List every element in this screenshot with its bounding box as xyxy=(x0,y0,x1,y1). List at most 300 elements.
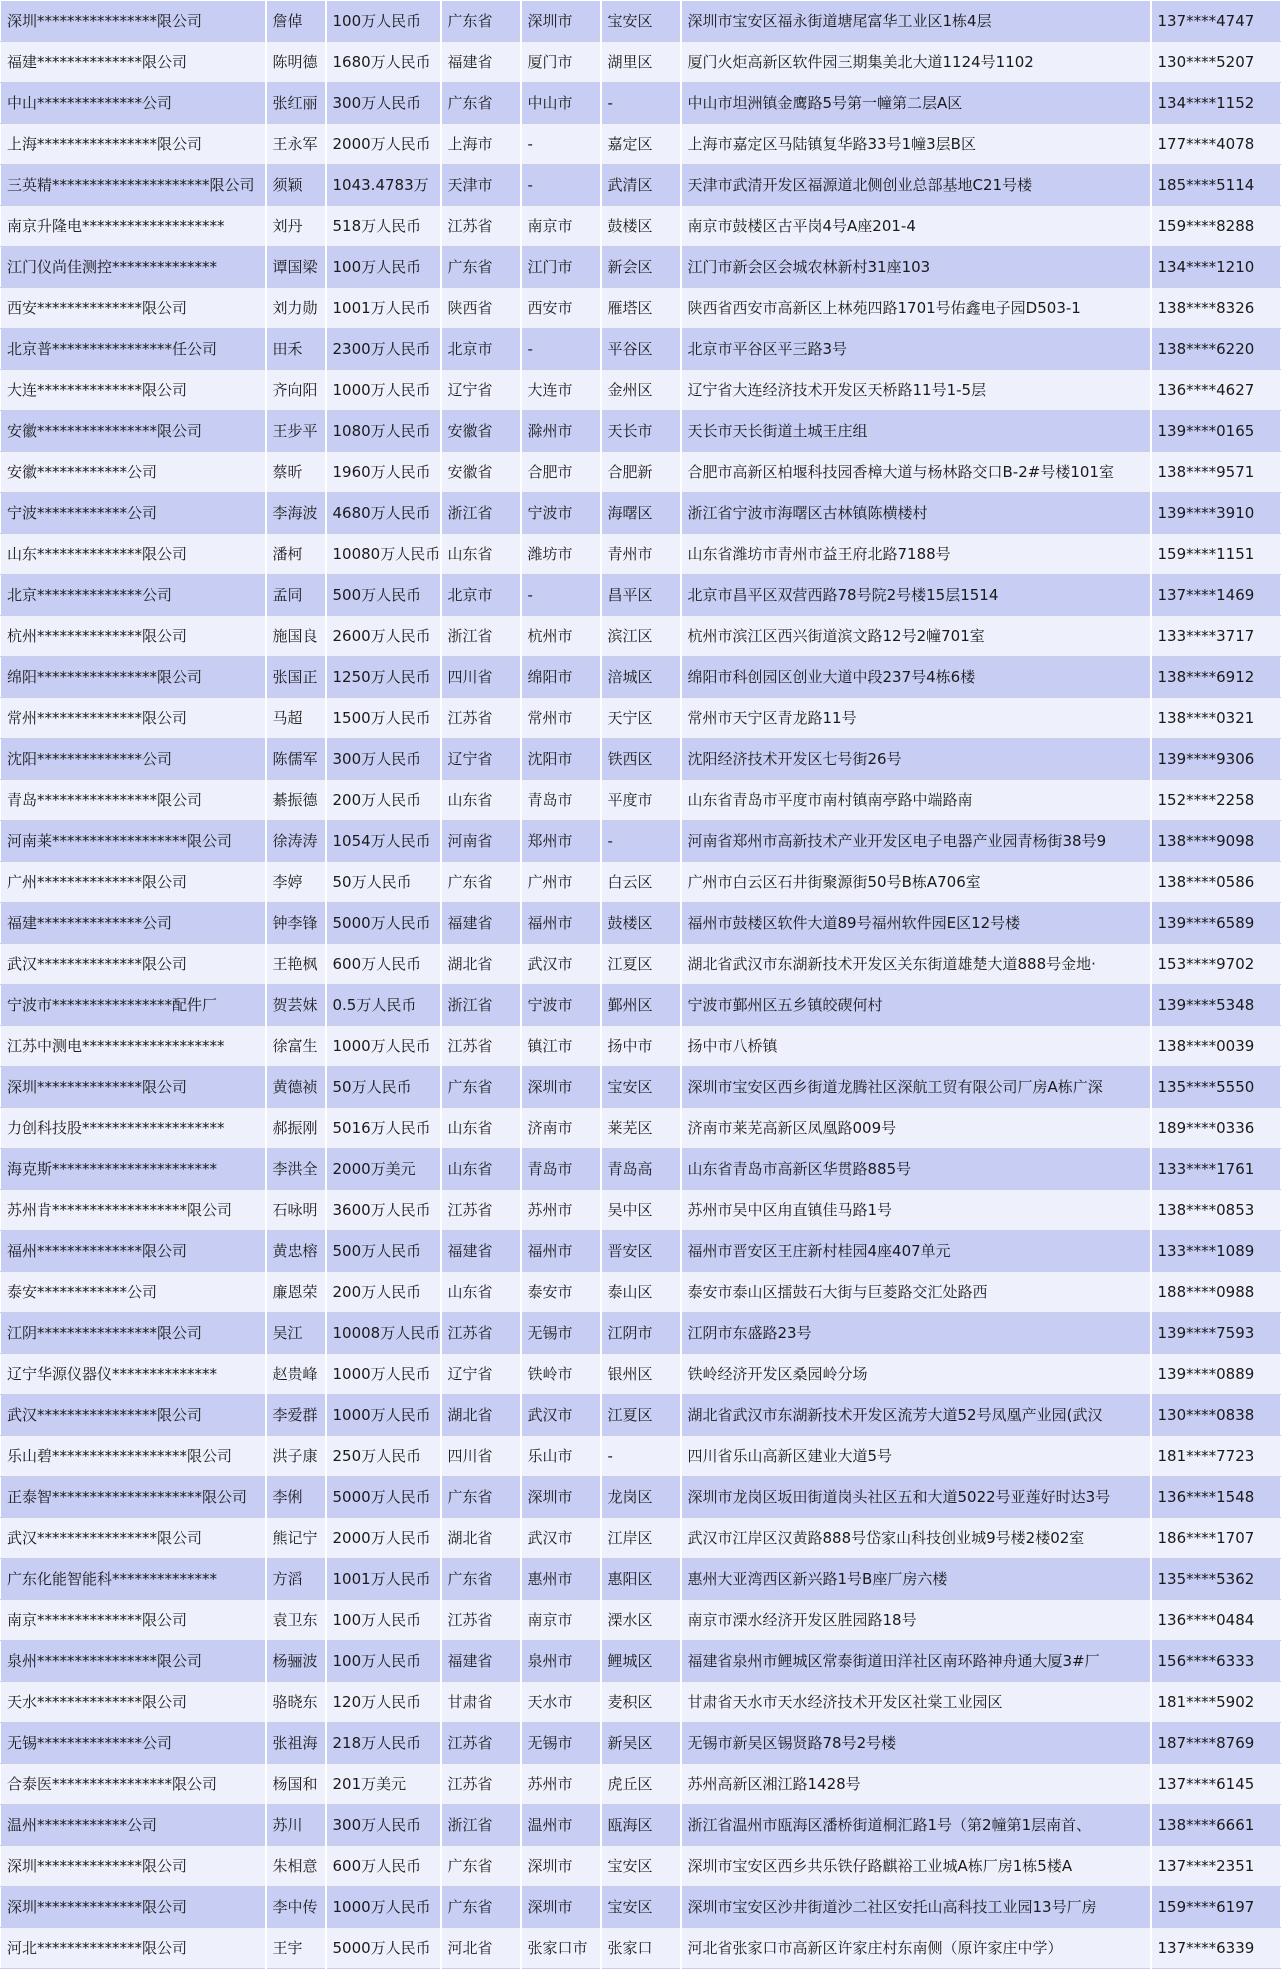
district-cell: 青州市 xyxy=(601,534,681,575)
province-cell: 广东省 xyxy=(441,862,521,903)
province-cell: 湖北省 xyxy=(441,1518,521,1559)
registered-capital-cell: 1043.4783万 xyxy=(326,165,441,206)
registered-capital-cell: 1080万人民币 xyxy=(326,411,441,452)
phone-cell: 189****0336 xyxy=(1151,1108,1281,1149)
company-name-cell: 深圳**************限公司 xyxy=(1,1887,266,1928)
province-cell: 四川省 xyxy=(441,657,521,698)
district-cell: 铁西区 xyxy=(601,739,681,780)
company-name-cell: 力创科技股******************* xyxy=(1,1108,266,1149)
city-cell: - xyxy=(521,124,601,165)
city-cell: 深圳市 xyxy=(521,1887,601,1928)
legal-representative-cell: 詹倬 xyxy=(266,1,326,42)
city-cell: 乐山市 xyxy=(521,1436,601,1477)
registered-capital-cell: 100万人民币 xyxy=(326,1,441,42)
table-row xyxy=(1,821,1281,862)
legal-representative-cell: 须颖 xyxy=(266,165,326,206)
province-cell: 浙江省 xyxy=(441,1805,521,1846)
registered-capital-cell: 10080万人民币 xyxy=(326,534,441,575)
address-cell: 中山市坦洲镇金鹰路5号第一幢第二层A区 xyxy=(681,83,1151,124)
legal-representative-cell: 黄德祯 xyxy=(266,1067,326,1108)
district-cell: 宝安区 xyxy=(601,1887,681,1928)
city-cell: 泰安市 xyxy=(521,1272,601,1313)
province-cell: 福建省 xyxy=(441,903,521,944)
phone-cell: 152****2258 xyxy=(1151,780,1281,821)
province-cell: 陕西省 xyxy=(441,288,521,329)
company-name-cell: 山东**************限公司 xyxy=(1,534,266,575)
phone-cell: 138****6220 xyxy=(1151,329,1281,370)
address-cell: 苏州市吴中区甪直镇佳马路1号 xyxy=(681,1190,1151,1231)
district-cell: 宝安区 xyxy=(601,1846,681,1887)
city-cell: 武汉市 xyxy=(521,944,601,985)
legal-representative-cell: 孟同 xyxy=(266,575,326,616)
address-cell: 辽宁省大连经济技术开发区天桥路11号1-5层 xyxy=(681,370,1151,411)
city-cell: 广州市 xyxy=(521,862,601,903)
district-cell: 江阴市 xyxy=(601,1313,681,1354)
table-row xyxy=(1,1928,1281,1969)
registered-capital-cell: 300万人民币 xyxy=(326,83,441,124)
address-cell: 上海市嘉定区马陆镇复华路33号1幢3层B区 xyxy=(681,124,1151,165)
table-row xyxy=(1,1477,1281,1518)
city-cell: 济南市 xyxy=(521,1108,601,1149)
company-name-cell: 合泰医****************限公司 xyxy=(1,1764,266,1805)
table-row xyxy=(1,1231,1281,1272)
address-cell: 福州市鼓楼区软件大道89号福州软件园E区12号楼 xyxy=(681,903,1151,944)
table-row xyxy=(1,1190,1281,1231)
registered-capital-cell: 100万人民币 xyxy=(326,1600,441,1641)
phone-cell: 139****0165 xyxy=(1151,411,1281,452)
registered-capital-cell: 5000万人民币 xyxy=(326,1477,441,1518)
address-cell: 福建省泉州市鲤城区常泰街道田洋社区南环路神舟通大厦3#厂 xyxy=(681,1641,1151,1682)
district-cell: 涪城区 xyxy=(601,657,681,698)
legal-representative-cell: 黄忠榕 xyxy=(266,1231,326,1272)
district-cell: 张家口 xyxy=(601,1928,681,1969)
registered-capital-cell: 250万人民币 xyxy=(326,1436,441,1477)
table-row xyxy=(1,534,1281,575)
province-cell: 浙江省 xyxy=(441,616,521,657)
registered-capital-cell: 200万人民币 xyxy=(326,1272,441,1313)
city-cell: 天水市 xyxy=(521,1682,601,1723)
address-cell: 济南市莱芜高新区凤凰路009号 xyxy=(681,1108,1151,1149)
province-cell: 辽宁省 xyxy=(441,739,521,780)
table-row xyxy=(1,903,1281,944)
registered-capital-cell: 1001万人民币 xyxy=(326,288,441,329)
phone-cell: 137****6339 xyxy=(1151,1928,1281,1969)
province-cell: 江苏省 xyxy=(441,1600,521,1641)
table-row xyxy=(1,370,1281,411)
registered-capital-cell: 50万人民币 xyxy=(326,862,441,903)
registered-capital-cell: 2000万美元 xyxy=(326,1149,441,1190)
phone-cell: 136****1548 xyxy=(1151,1477,1281,1518)
legal-representative-cell: 蔡昕 xyxy=(266,452,326,493)
address-cell: 深圳市宝安区西乡共乐铁仔路麒裕工业城A栋厂房1栋5楼A xyxy=(681,1846,1151,1887)
legal-representative-cell: 张红丽 xyxy=(266,83,326,124)
legal-representative-cell: 李海波 xyxy=(266,493,326,534)
province-cell: 辽宁省 xyxy=(441,370,521,411)
phone-cell: 139****5348 xyxy=(1151,985,1281,1026)
table-row xyxy=(1,1805,1281,1846)
registered-capital-cell: 1500万人民币 xyxy=(326,698,441,739)
registered-capital-cell: 2300万人民币 xyxy=(326,329,441,370)
province-cell: 湖北省 xyxy=(441,1395,521,1436)
table-row xyxy=(1,1354,1281,1395)
district-cell: 金州区 xyxy=(601,370,681,411)
province-cell: 河南省 xyxy=(441,821,521,862)
table-body xyxy=(1,1,1281,1969)
city-cell: 厦门市 xyxy=(521,42,601,83)
registered-capital-cell: 5000万人民币 xyxy=(326,903,441,944)
address-cell: 武汉市江岸区汉黄路888号岱家山科技创业城9号楼2楼02室 xyxy=(681,1518,1151,1559)
legal-representative-cell: 杨国和 xyxy=(266,1764,326,1805)
phone-cell: 139****7593 xyxy=(1151,1313,1281,1354)
phone-cell: 185****5114 xyxy=(1151,165,1281,206)
registered-capital-cell: 50万人民币 xyxy=(326,1067,441,1108)
district-cell: 青岛高 xyxy=(601,1149,681,1190)
province-cell: 安徽省 xyxy=(441,411,521,452)
legal-representative-cell: 朱相意 xyxy=(266,1846,326,1887)
company-name-cell: 深圳**************限公司 xyxy=(1,1846,266,1887)
address-cell: 福州市晋安区王庄新村桂园4座407单元 xyxy=(681,1231,1151,1272)
address-cell: 深圳市龙岗区坂田街道岗头社区五和大道5022号亚莲好时达3号 xyxy=(681,1477,1151,1518)
city-cell: 张家口市 xyxy=(521,1928,601,1969)
company-name-cell: 泉州****************限公司 xyxy=(1,1641,266,1682)
legal-representative-cell: 徐富生 xyxy=(266,1026,326,1067)
district-cell: 天宁区 xyxy=(601,698,681,739)
company-name-cell: 河南莱******************限公司 xyxy=(1,821,266,862)
table-row xyxy=(1,452,1281,493)
registered-capital-cell: 5016万人民币 xyxy=(326,1108,441,1149)
district-cell: 江夏区 xyxy=(601,1395,681,1436)
city-cell: - xyxy=(521,329,601,370)
registered-capital-cell: 300万人民币 xyxy=(326,739,441,780)
address-cell: 广州市白云区石井街聚源街50号B栋A706室 xyxy=(681,862,1151,903)
district-cell: - xyxy=(601,1436,681,1477)
city-cell: 深圳市 xyxy=(521,1,601,42)
city-cell: 中山市 xyxy=(521,83,601,124)
address-cell: 扬中市八桥镇 xyxy=(681,1026,1151,1067)
address-cell: 苏州高新区湘江路1428号 xyxy=(681,1764,1151,1805)
district-cell: 昌平区 xyxy=(601,575,681,616)
address-cell: 江门市新会区会城农林新村31座103 xyxy=(681,247,1151,288)
city-cell: 郑州市 xyxy=(521,821,601,862)
address-cell: 浙江省宁波市海曙区古林镇陈横楼村 xyxy=(681,493,1151,534)
table-row xyxy=(1,575,1281,616)
table-row xyxy=(1,698,1281,739)
phone-cell: 188****0988 xyxy=(1151,1272,1281,1313)
company-name-cell: 宁波************公司 xyxy=(1,493,266,534)
phone-cell: 139****6589 xyxy=(1151,903,1281,944)
address-cell: 湖北省武汉市东湖新技术开发区关东街道雄楚大道888号金地· xyxy=(681,944,1151,985)
province-cell: 江苏省 xyxy=(441,698,521,739)
legal-representative-cell: 贺芸妹 xyxy=(266,985,326,1026)
district-cell: - xyxy=(601,83,681,124)
table-row xyxy=(1,1559,1281,1600)
province-cell: 福建省 xyxy=(441,1641,521,1682)
registered-capital-cell: 1000万人民币 xyxy=(326,1887,441,1928)
company-name-cell: 乐山碧******************限公司 xyxy=(1,1436,266,1477)
address-cell: 山东省青岛市高新区华贯路885号 xyxy=(681,1149,1151,1190)
table-row xyxy=(1,739,1281,780)
city-cell: 惠州市 xyxy=(521,1559,601,1600)
legal-representative-cell: 王宇 xyxy=(266,1928,326,1969)
company-name-cell: 温州************公司 xyxy=(1,1805,266,1846)
table-row xyxy=(1,1641,1281,1682)
legal-representative-cell: 綦振德 xyxy=(266,780,326,821)
province-cell: 福建省 xyxy=(441,42,521,83)
legal-representative-cell: 张祖海 xyxy=(266,1723,326,1764)
company-name-cell: 江门仪尚佳测控************** xyxy=(1,247,266,288)
registered-capital-cell: 218万人民币 xyxy=(326,1723,441,1764)
phone-cell: 138****8326 xyxy=(1151,288,1281,329)
legal-representative-cell: 李中传 xyxy=(266,1887,326,1928)
city-cell: 苏州市 xyxy=(521,1764,601,1805)
province-cell: 广东省 xyxy=(441,1,521,42)
province-cell: 北京市 xyxy=(441,329,521,370)
phone-cell: 134****1210 xyxy=(1151,247,1281,288)
table-row xyxy=(1,616,1281,657)
legal-representative-cell: 骆晓东 xyxy=(266,1682,326,1723)
phone-cell: 133****3717 xyxy=(1151,616,1281,657)
company-name-cell: 福建**************公司 xyxy=(1,903,266,944)
registered-capital-cell: 120万人民币 xyxy=(326,1682,441,1723)
phone-cell: 138****0853 xyxy=(1151,1190,1281,1231)
address-cell: 甘肃省天水市天水经济技术开发区社棠工业园区 xyxy=(681,1682,1151,1723)
address-cell: 南京市鼓楼区古平岗4号A座201-4 xyxy=(681,206,1151,247)
company-name-cell: 西安**************限公司 xyxy=(1,288,266,329)
registered-capital-cell: 4680万人民币 xyxy=(326,493,441,534)
legal-representative-cell: 赵贵峰 xyxy=(266,1354,326,1395)
city-cell: 武汉市 xyxy=(521,1395,601,1436)
company-name-cell: 泰安************公司 xyxy=(1,1272,266,1313)
phone-cell: 138****6661 xyxy=(1151,1805,1281,1846)
city-cell: 绵阳市 xyxy=(521,657,601,698)
legal-representative-cell: 王步平 xyxy=(266,411,326,452)
province-cell: 上海市 xyxy=(441,124,521,165)
address-cell: 惠州大亚湾西区新兴路1号B座厂房六楼 xyxy=(681,1559,1151,1600)
phone-cell: 133****1761 xyxy=(1151,1149,1281,1190)
address-cell: 厦门火炬高新区软件园三期集美北大道1124号1102 xyxy=(681,42,1151,83)
legal-representative-cell: 陈儒军 xyxy=(266,739,326,780)
company-name-cell: 青岛****************限公司 xyxy=(1,780,266,821)
legal-representative-cell: 徐涛涛 xyxy=(266,821,326,862)
table-row xyxy=(1,247,1281,288)
phone-cell: 181****7723 xyxy=(1151,1436,1281,1477)
address-cell: 深圳市宝安区西乡街道龙腾社区深航工贸有限公司厂房A栋广深 xyxy=(681,1067,1151,1108)
city-cell: 大连市 xyxy=(521,370,601,411)
province-cell: 山东省 xyxy=(441,1272,521,1313)
district-cell: 鄞州区 xyxy=(601,985,681,1026)
province-cell: 广东省 xyxy=(441,1477,521,1518)
city-cell: 常州市 xyxy=(521,698,601,739)
table-row xyxy=(1,862,1281,903)
registered-capital-cell: 5000万人民币 xyxy=(326,1928,441,1969)
district-cell: 扬中市 xyxy=(601,1026,681,1067)
registered-capital-cell: 1960万人民币 xyxy=(326,452,441,493)
address-cell: 无锡市新吴区锡贤路78号2号楼 xyxy=(681,1723,1151,1764)
company-name-cell: 广东化能智能科************** xyxy=(1,1559,266,1600)
province-cell: 江苏省 xyxy=(441,1313,521,1354)
province-cell: 四川省 xyxy=(441,1436,521,1477)
company-name-cell: 天水**************限公司 xyxy=(1,1682,266,1723)
company-name-cell: 杭州**************限公司 xyxy=(1,616,266,657)
company-name-cell: 海克斯********************** xyxy=(1,1149,266,1190)
address-cell: 常州市天宁区青龙路11号 xyxy=(681,698,1151,739)
table-row xyxy=(1,1272,1281,1313)
district-cell: 江夏区 xyxy=(601,944,681,985)
district-cell: 晋安区 xyxy=(601,1231,681,1272)
district-cell: 银州区 xyxy=(601,1354,681,1395)
table-row xyxy=(1,124,1281,165)
company-name-cell: 深圳****************限公司 xyxy=(1,1,266,42)
company-name-cell: 北京**************公司 xyxy=(1,575,266,616)
table-row xyxy=(1,165,1281,206)
city-cell: 武汉市 xyxy=(521,1518,601,1559)
city-cell: 宁波市 xyxy=(521,985,601,1026)
district-cell: 泰山区 xyxy=(601,1272,681,1313)
district-cell: 白云区 xyxy=(601,862,681,903)
province-cell: 广东省 xyxy=(441,247,521,288)
city-cell: 青岛市 xyxy=(521,780,601,821)
table-row xyxy=(1,1313,1281,1354)
legal-representative-cell: 廉恩荣 xyxy=(266,1272,326,1313)
address-cell: 浙江省温州市瓯海区潘桥街道桐汇路1号（第2幢第1层南首、 xyxy=(681,1805,1151,1846)
address-cell: 四川省乐山高新区建业大道5号 xyxy=(681,1436,1151,1477)
registered-capital-cell: 0.5万人民币 xyxy=(326,985,441,1026)
legal-representative-cell: 王艳枫 xyxy=(266,944,326,985)
registered-capital-cell: 600万人民币 xyxy=(326,944,441,985)
registered-capital-cell: 500万人民币 xyxy=(326,575,441,616)
city-cell: 杭州市 xyxy=(521,616,601,657)
phone-cell: 138****0039 xyxy=(1151,1026,1281,1067)
registered-capital-cell: 200万人民币 xyxy=(326,780,441,821)
city-cell: 铁岭市 xyxy=(521,1354,601,1395)
phone-cell: 153****9702 xyxy=(1151,944,1281,985)
phone-cell: 137****6145 xyxy=(1151,1764,1281,1805)
city-cell: - xyxy=(521,165,601,206)
registered-capital-cell: 1680万人民币 xyxy=(326,42,441,83)
registered-capital-cell: 1000万人民币 xyxy=(326,370,441,411)
phone-cell: 138****6912 xyxy=(1151,657,1281,698)
company-name-cell: 上海****************限公司 xyxy=(1,124,266,165)
company-name-cell: 武汉****************限公司 xyxy=(1,1518,266,1559)
table-row xyxy=(1,657,1281,698)
province-cell: 江苏省 xyxy=(441,206,521,247)
city-cell: 无锡市 xyxy=(521,1313,601,1354)
district-cell: 湖里区 xyxy=(601,42,681,83)
legal-representative-cell: 袁卫东 xyxy=(266,1600,326,1641)
table-row xyxy=(1,329,1281,370)
district-cell: 合肥新 xyxy=(601,452,681,493)
registered-capital-cell: 1000万人民币 xyxy=(326,1026,441,1067)
table-row xyxy=(1,1,1281,42)
phone-cell: 135****5550 xyxy=(1151,1067,1281,1108)
province-cell: 江苏省 xyxy=(441,1026,521,1067)
district-cell: 鼓楼区 xyxy=(601,206,681,247)
table-row xyxy=(1,1764,1281,1805)
legal-representative-cell: 方滔 xyxy=(266,1559,326,1600)
legal-representative-cell: 李洪全 xyxy=(266,1149,326,1190)
table-row xyxy=(1,780,1281,821)
legal-representative-cell: 潘柯 xyxy=(266,534,326,575)
phone-cell: 136****0484 xyxy=(1151,1600,1281,1641)
registered-capital-cell: 600万人民币 xyxy=(326,1846,441,1887)
district-cell: 平谷区 xyxy=(601,329,681,370)
address-cell: 北京市昌平区双营西路78号院2号楼15层1514 xyxy=(681,575,1151,616)
address-cell: 天津市武清开发区福源道北侧创业总部基地C21号楼 xyxy=(681,165,1151,206)
phone-cell: 136****4627 xyxy=(1151,370,1281,411)
table-row xyxy=(1,1600,1281,1641)
city-cell: 南京市 xyxy=(521,206,601,247)
company-name-cell: 福建**************限公司 xyxy=(1,42,266,83)
company-name-cell: 安徽************公司 xyxy=(1,452,266,493)
table-row xyxy=(1,1887,1281,1928)
province-cell: 广东省 xyxy=(441,83,521,124)
company-name-cell: 辽宁华源仪器仪************** xyxy=(1,1354,266,1395)
phone-cell: 130****0838 xyxy=(1151,1395,1281,1436)
province-cell: 浙江省 xyxy=(441,985,521,1026)
phone-cell: 134****1152 xyxy=(1151,83,1281,124)
company-name-cell: 中山**************公司 xyxy=(1,83,266,124)
phone-cell: 137****2351 xyxy=(1151,1846,1281,1887)
phone-cell: 139****3910 xyxy=(1151,493,1281,534)
registered-capital-cell: 10008万人民币 xyxy=(326,1313,441,1354)
city-cell: 福州市 xyxy=(521,1231,601,1272)
company-name-cell: 安徽****************限公司 xyxy=(1,411,266,452)
company-name-cell: 武汉****************限公司 xyxy=(1,1395,266,1436)
legal-representative-cell: 李爱群 xyxy=(266,1395,326,1436)
city-cell: 沈阳市 xyxy=(521,739,601,780)
phone-cell: 187****8769 xyxy=(1151,1723,1281,1764)
registered-capital-cell: 2000万人民币 xyxy=(326,124,441,165)
registered-capital-cell: 100万人民币 xyxy=(326,247,441,288)
province-cell: 浙江省 xyxy=(441,493,521,534)
address-cell: 绵阳市科创园区创业大道中段237号4栋6楼 xyxy=(681,657,1151,698)
phone-cell: 156****6333 xyxy=(1151,1641,1281,1682)
table-row xyxy=(1,206,1281,247)
registered-capital-cell: 1000万人民币 xyxy=(326,1354,441,1395)
table-row xyxy=(1,493,1281,534)
district-cell: 莱芜区 xyxy=(601,1108,681,1149)
city-cell: 无锡市 xyxy=(521,1723,601,1764)
table-row xyxy=(1,1518,1281,1559)
city-cell: 西安市 xyxy=(521,288,601,329)
company-name-cell: 广州**************限公司 xyxy=(1,862,266,903)
city-cell: 深圳市 xyxy=(521,1846,601,1887)
province-cell: 安徽省 xyxy=(441,452,521,493)
legal-representative-cell: 苏川 xyxy=(266,1805,326,1846)
registered-capital-cell: 2600万人民币 xyxy=(326,616,441,657)
district-cell: 宝安区 xyxy=(601,1,681,42)
phone-cell: 181****5902 xyxy=(1151,1682,1281,1723)
phone-cell: 138****9098 xyxy=(1151,821,1281,862)
district-cell: - xyxy=(601,821,681,862)
phone-cell: 159****8288 xyxy=(1151,206,1281,247)
city-cell: 镇江市 xyxy=(521,1026,601,1067)
table-row xyxy=(1,42,1281,83)
legal-representative-cell: 施国良 xyxy=(266,616,326,657)
province-cell: 江苏省 xyxy=(441,1723,521,1764)
company-name-cell: 苏州肯******************限公司 xyxy=(1,1190,266,1231)
company-name-cell: 绵阳****************限公司 xyxy=(1,657,266,698)
city-cell: 泉州市 xyxy=(521,1641,601,1682)
address-cell: 南京市溧水经济开发区胜园路18号 xyxy=(681,1600,1151,1641)
phone-cell: 186****1707 xyxy=(1151,1518,1281,1559)
district-cell: 麦积区 xyxy=(601,1682,681,1723)
address-cell: 江阴市东盛路23号 xyxy=(681,1313,1151,1354)
table-row xyxy=(1,985,1281,1026)
address-cell: 山东省青岛市平度市南村镇南亭路中端路南 xyxy=(681,780,1151,821)
registered-capital-cell: 100万人民币 xyxy=(326,1641,441,1682)
company-name-cell: 宁波市****************配件厂 xyxy=(1,985,266,1026)
